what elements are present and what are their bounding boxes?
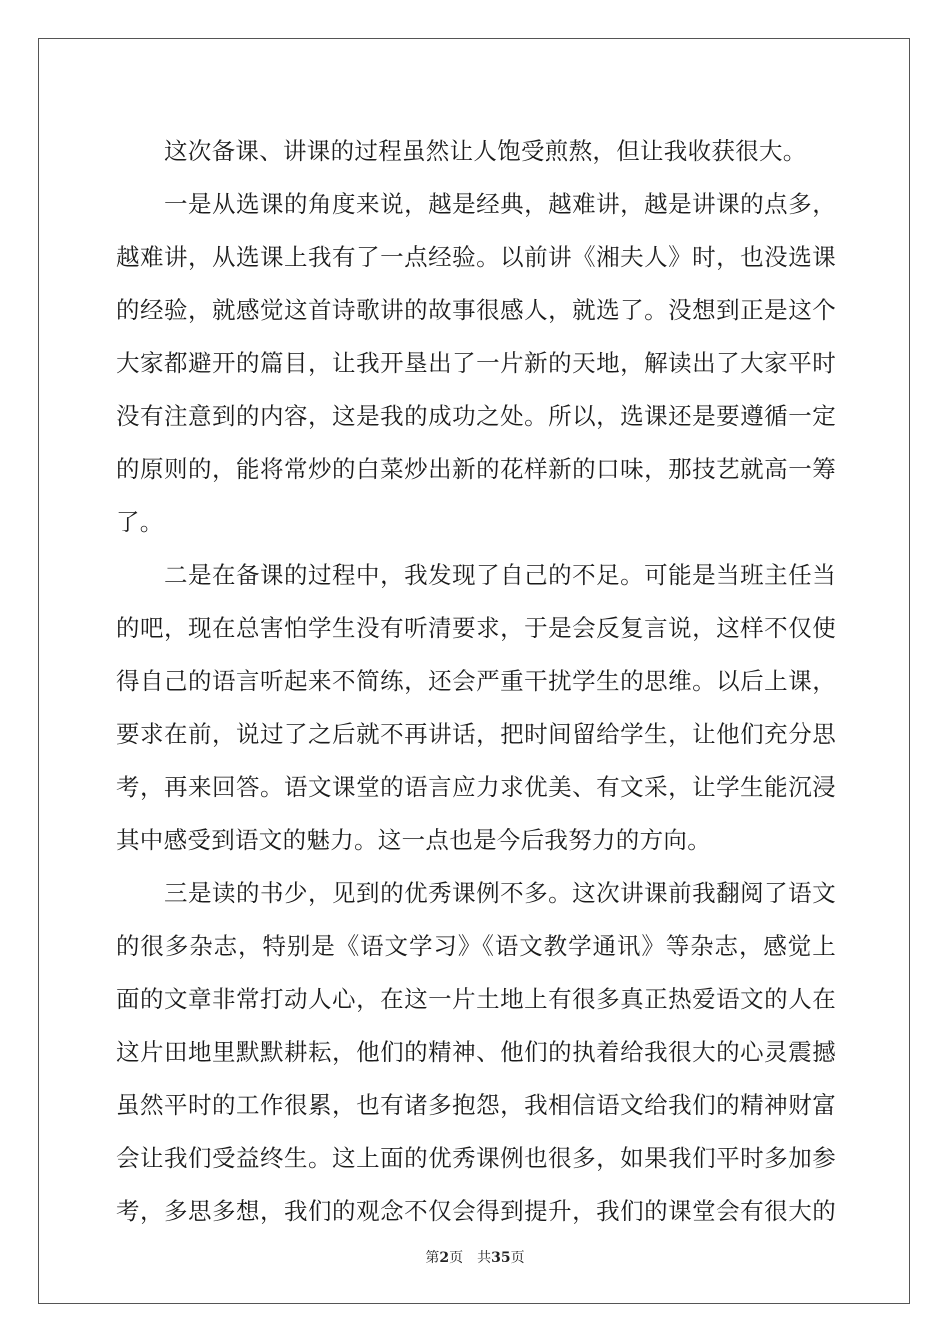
text-line: 要求在前，说过了之后就不再讲话，把时间留给学生，让他们充分思 (116, 720, 836, 748)
text-line: 没有注意到的内容，这是我的成功之处。所以，选课还是要遵循一定 (116, 402, 836, 430)
text-line: 考，再来回答。语文课堂的语言应力求优美、有文采，让学生能沉浸 (116, 773, 836, 801)
text-line: 这片田地里默默耕耘，他们的精神、他们的执着给我很大的心灵震撼 (116, 1038, 836, 1066)
text-line: 会让我们受益终生。这上面的优秀课例也很多，如果我们平时多加参 (116, 1144, 836, 1172)
text-line: 的很多杂志，特别是《语文学习》《语文教学通讯》等杂志，感觉上 (116, 932, 836, 960)
text-line: 的原则的，能将常炒的白菜炒出新的花样新的口味，那技艺就高一筹 (116, 455, 836, 483)
text-line: 其中感受到语文的魅力。这一点也是今后我努力的方向。 (116, 826, 711, 854)
total-pages: 35 (491, 1250, 511, 1266)
page-label-prefix: 第 (425, 1250, 440, 1266)
text-line: 考，多思多想，我们的观念不仅会得到提升，我们的课堂会有很大的 (116, 1197, 836, 1225)
text-line: 了。 (116, 508, 164, 536)
text-line: 虽然平时的工作很累，也有诸多抱怨，我相信语文给我们的精神财富 (116, 1091, 836, 1119)
text-line: 越难讲，从选课上我有了一点经验。以前讲《湘夫人》时，也没选课 (116, 243, 836, 271)
text-line: 这次备课、讲课的过程虽然让人饱受煎熬，但让我收获很大。 (164, 137, 807, 165)
page-footer (0, 1247, 950, 1267)
text-line: 的经验，就感觉这首诗歌讲的故事很感人，就选了。没想到正是这个 (116, 296, 836, 324)
text-line: 大家都避开的篇目，让我开垦出了一片新的天地，解读出了大家平时 (116, 349, 836, 377)
page-label-suffix: 页 (449, 1250, 464, 1266)
total-label-suffix: 页 (510, 1250, 525, 1266)
page-number: 2 (439, 1250, 450, 1266)
text-line: 面的文章非常打动人心，在这一片土地上有很多真正热爱语文的人在 (116, 985, 836, 1013)
document-body (116, 125, 836, 1238)
text-line: 二是在备课的过程中，我发现了自己的不足。可能是当班主任当 (164, 561, 836, 589)
text-line: 得自己的语言听起来不简练，还会严重干扰学生的思维。以后上课， (116, 667, 836, 695)
text-line: 一是从选课的角度来说，越是经典，越难讲，越是讲课的点多， (164, 190, 836, 218)
text-line: 三是读的书少，见到的优秀课例不多。这次讲课前我翻阅了语文 (164, 879, 836, 907)
text-line: 的吧，现在总害怕学生没有听清要求，于是会反复言说，这样不仅使 (116, 614, 836, 642)
total-label-prefix: 共 (477, 1250, 492, 1266)
